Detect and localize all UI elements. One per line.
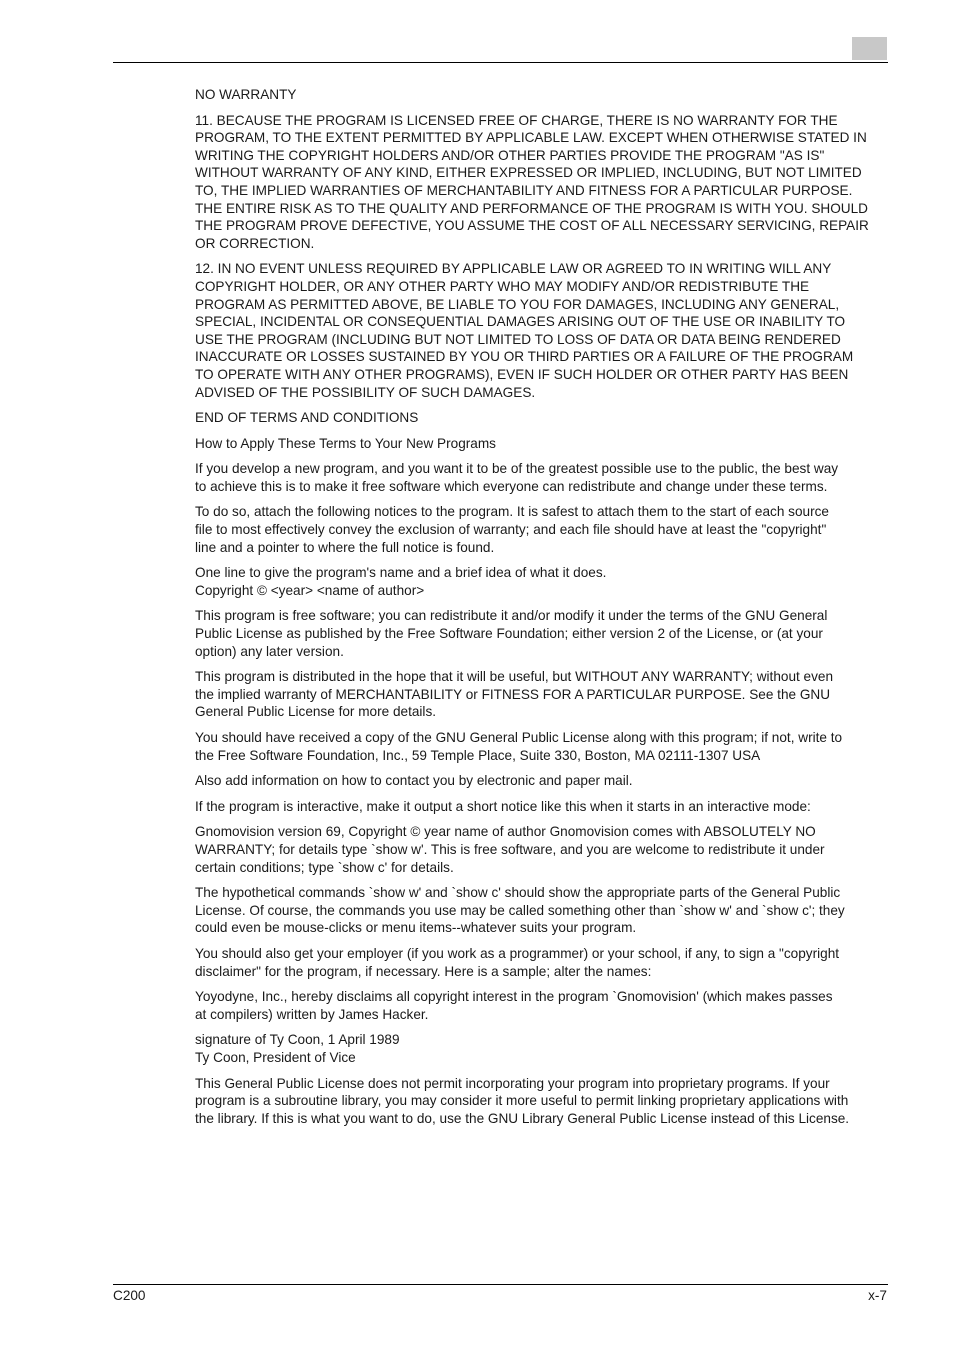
text-line: PROGRAM, TO THE EXTENT PERMITTED BY APPLICABLE LAW. EXCEPT WHEN OTHERWISE STATED IN: [195, 130, 867, 146]
text-line: This program is free software; you can redistribute it and/or modify it under the terms of the GNU General: [195, 608, 828, 624]
paragraph: [195, 884, 887, 937]
text-line: file to most effectively convey the exclusion of warranty; and each file should have at least the "copyright": [195, 522, 827, 538]
paragraph: [195, 988, 887, 1023]
text-line: Also add information on how to contact you by electronic and paper mail.: [195, 773, 633, 789]
text-line: INACCURATE OR LOSSES SUSTAINED BY YOU OR THIRD PARTIES OR A FAILURE OF THE PROGRAM: [195, 349, 854, 365]
paragraph: [195, 1031, 887, 1066]
text-line: To do so, attach the following notices to the program. It is safest to attach them to the start of each source: [195, 504, 829, 520]
text-line: Public License as published by the Free Software Foundation; either version 2 of the License, or (at your: [195, 626, 823, 642]
text-line: This program is distributed in the hope that it will be useful, but WITHOUT ANY WARRANTY; without even: [195, 669, 834, 685]
paragraph: [195, 798, 887, 816]
text-line: USE THE PROGRAM (INCLUDING BUT NOT LIMITED TO LOSS OF DATA OR DATA BEING RENDERED: [195, 331, 841, 347]
text-line: 12. IN NO EVENT UNLESS REQUIRED BY APPLICABLE LAW OR AGREED TO IN WRITING WILL ANY: [195, 261, 832, 277]
text-line: The hypothetical commands `show w' and `show c' should show the appropriate parts of the General Public: [195, 885, 841, 901]
text-line: You should also get your employer (if you work as a programmer) or your school, if any, to sign a "copyright: [195, 945, 840, 961]
text-line: You should have received a copy of the GNU General Public License along with this program; if not, write to: [195, 730, 843, 745]
text-line: program is a subroutine library, you may consider it more useful to permit linking proprietary applications with: [195, 1093, 849, 1109]
text-line: How to Apply These Terms to Your New Programs: [195, 435, 496, 451]
paragraph: [195, 607, 887, 660]
text-line: END OF TERMS AND CONDITIONS: [195, 410, 419, 426]
text-line: TO, THE IMPLIED WARRANTIES OF MERCHANTABILITY AND FITNESS FOR A PARTICULAR PURPOSE.: [195, 182, 853, 198]
text-line: WRITING THE COPYRIGHT HOLDERS AND/OR OTHER PARTIES PROVIDE THE PROGRAM "AS IS": [195, 147, 825, 163]
text-line: One line to give the program's name and a brief idea of what it does.: [195, 565, 607, 581]
text-line: could even be mouse-clicks or menu items--whatever suits your program.: [195, 920, 637, 936]
text-line: certain conditions; type `show c' for details.: [195, 859, 454, 875]
text-line: the Free Software Foundation, Inc., 59 Temple Place, Suite 330, Boston, MA 02111-1307 USA: [195, 747, 761, 763]
paragraph: [195, 668, 887, 721]
text-line: If you develop a new program, and you want it to be of the greatest possible use to the public, the best way: [195, 461, 839, 477]
paragraph: [195, 1075, 887, 1128]
paragraph: [195, 112, 887, 253]
paragraph: [195, 772, 887, 790]
paragraph: [195, 823, 887, 876]
text-line: THE ENTIRE RISK AS TO THE QUALITY AND PERFORMANCE OF THE PROGRAM IS WITH YOU. SHOULD: [195, 200, 869, 216]
text-line: PROGRAM AS PERMITTED ABOVE, BE LIABLE TO YOU FOR DAMAGES, INCLUDING ANY GENERAL,: [195, 296, 840, 312]
paragraph: [195, 409, 887, 427]
text-line: ADVISED OF THE POSSIBILITY OF SUCH DAMAGES.: [195, 384, 536, 400]
text-line: disclaimer" for the program, if necessary. Here is a sample; alter the names:: [195, 963, 652, 979]
paragraph: [195, 435, 887, 453]
text-line: the implied warranty of MERCHANTABILITY or FITNESS FOR A PARTICULAR PURPOSE. See the GNU: [195, 686, 831, 702]
text-line: SPECIAL, INCIDENTAL OR CONSEQUENTIAL DAMAGES ARISING OUT OF THE USE OR INABILITY TO: [195, 314, 846, 330]
header-rule: [113, 62, 888, 63]
footer-model-name: C200: [113, 1288, 146, 1303]
paragraph: [195, 945, 887, 980]
text-line: THE PROGRAM PROVE DEFECTIVE, YOU ASSUME THE COST OF ALL NECESSARY SERVICING, REPAIR: [195, 218, 869, 234]
paragraph: [195, 503, 887, 556]
text-line: Yoyodyne, Inc., hereby disclaims all copyright interest in the program `Gnomovision' (which makes passes: [195, 989, 833, 1005]
header-tab-marker: [852, 37, 887, 60]
text-line: WITHOUT WARRANTY OF ANY KIND, EITHER EXPRESSED OR IMPLIED, INCLUDING, BUT NOT LIMITED: [195, 165, 862, 181]
paragraph: [195, 729, 887, 764]
text-line: If the program is interactive, make it output a short notice like this when it starts in an interactive mode:: [195, 798, 811, 814]
text-line: line and a pointer to where the full notice is found.: [195, 539, 495, 555]
text-line: General Public License for more details.: [195, 704, 437, 720]
text-line: COPYRIGHT HOLDER, OR ANY OTHER PARTY WHO MAY MODIFY AND/OR REDISTRIBUTE THE: [195, 278, 810, 294]
text-line: at compilers) written by James Hacker.: [195, 1006, 429, 1022]
text-line: the library. If this is what you want to do, use the GNU Library General Public License instead of this License.: [195, 1110, 850, 1126]
text-line: Ty Coon, President of Vice: [195, 1049, 356, 1065]
footer-rule: [113, 1284, 888, 1285]
paragraph: [195, 460, 887, 495]
paragraph: [195, 564, 887, 599]
text-line: This General Public License does not permit incorporating your program into proprietary programs. If your: [195, 1075, 830, 1091]
text-line: to achieve this is to make it free software which everyone can redistribute and change under these terms.: [195, 478, 828, 494]
text-line: OR CORRECTION.: [195, 235, 315, 251]
text-line: Copyright © <year> <name of author>: [195, 582, 425, 598]
text-line: WARRANTY; for details type `show w'. This is free software, and you are welcome to redistribute it under: [195, 841, 825, 857]
text-line: License. Of course, the commands you use may be called something other than `show w' and `show c'; they: [195, 902, 845, 918]
footer-page-number: x-7: [868, 1288, 887, 1303]
text-line: signature of Ty Coon, 1 April 1989: [195, 1032, 400, 1048]
license-text-body: [195, 86, 887, 1135]
text-line: TO OPERATE WITH ANY OTHER PROGRAMS), EVEN IF SUCH HOLDER OR OTHER PARTY HAS BEEN: [195, 366, 849, 382]
paragraph: [195, 260, 887, 401]
paragraph: [195, 86, 887, 104]
text-line: Gnomovision version 69, Copyright © year name of author Gnomovision comes with ABSOLUTELY NO: [195, 824, 816, 840]
text-line: NO WARRANTY: [195, 87, 297, 102]
text-line: 11. BECAUSE THE PROGRAM IS LICENSED FREE OF CHARGE, THERE IS NO WARRANTY FOR THE: [195, 112, 838, 128]
text-line: option) any later version.: [195, 643, 344, 659]
